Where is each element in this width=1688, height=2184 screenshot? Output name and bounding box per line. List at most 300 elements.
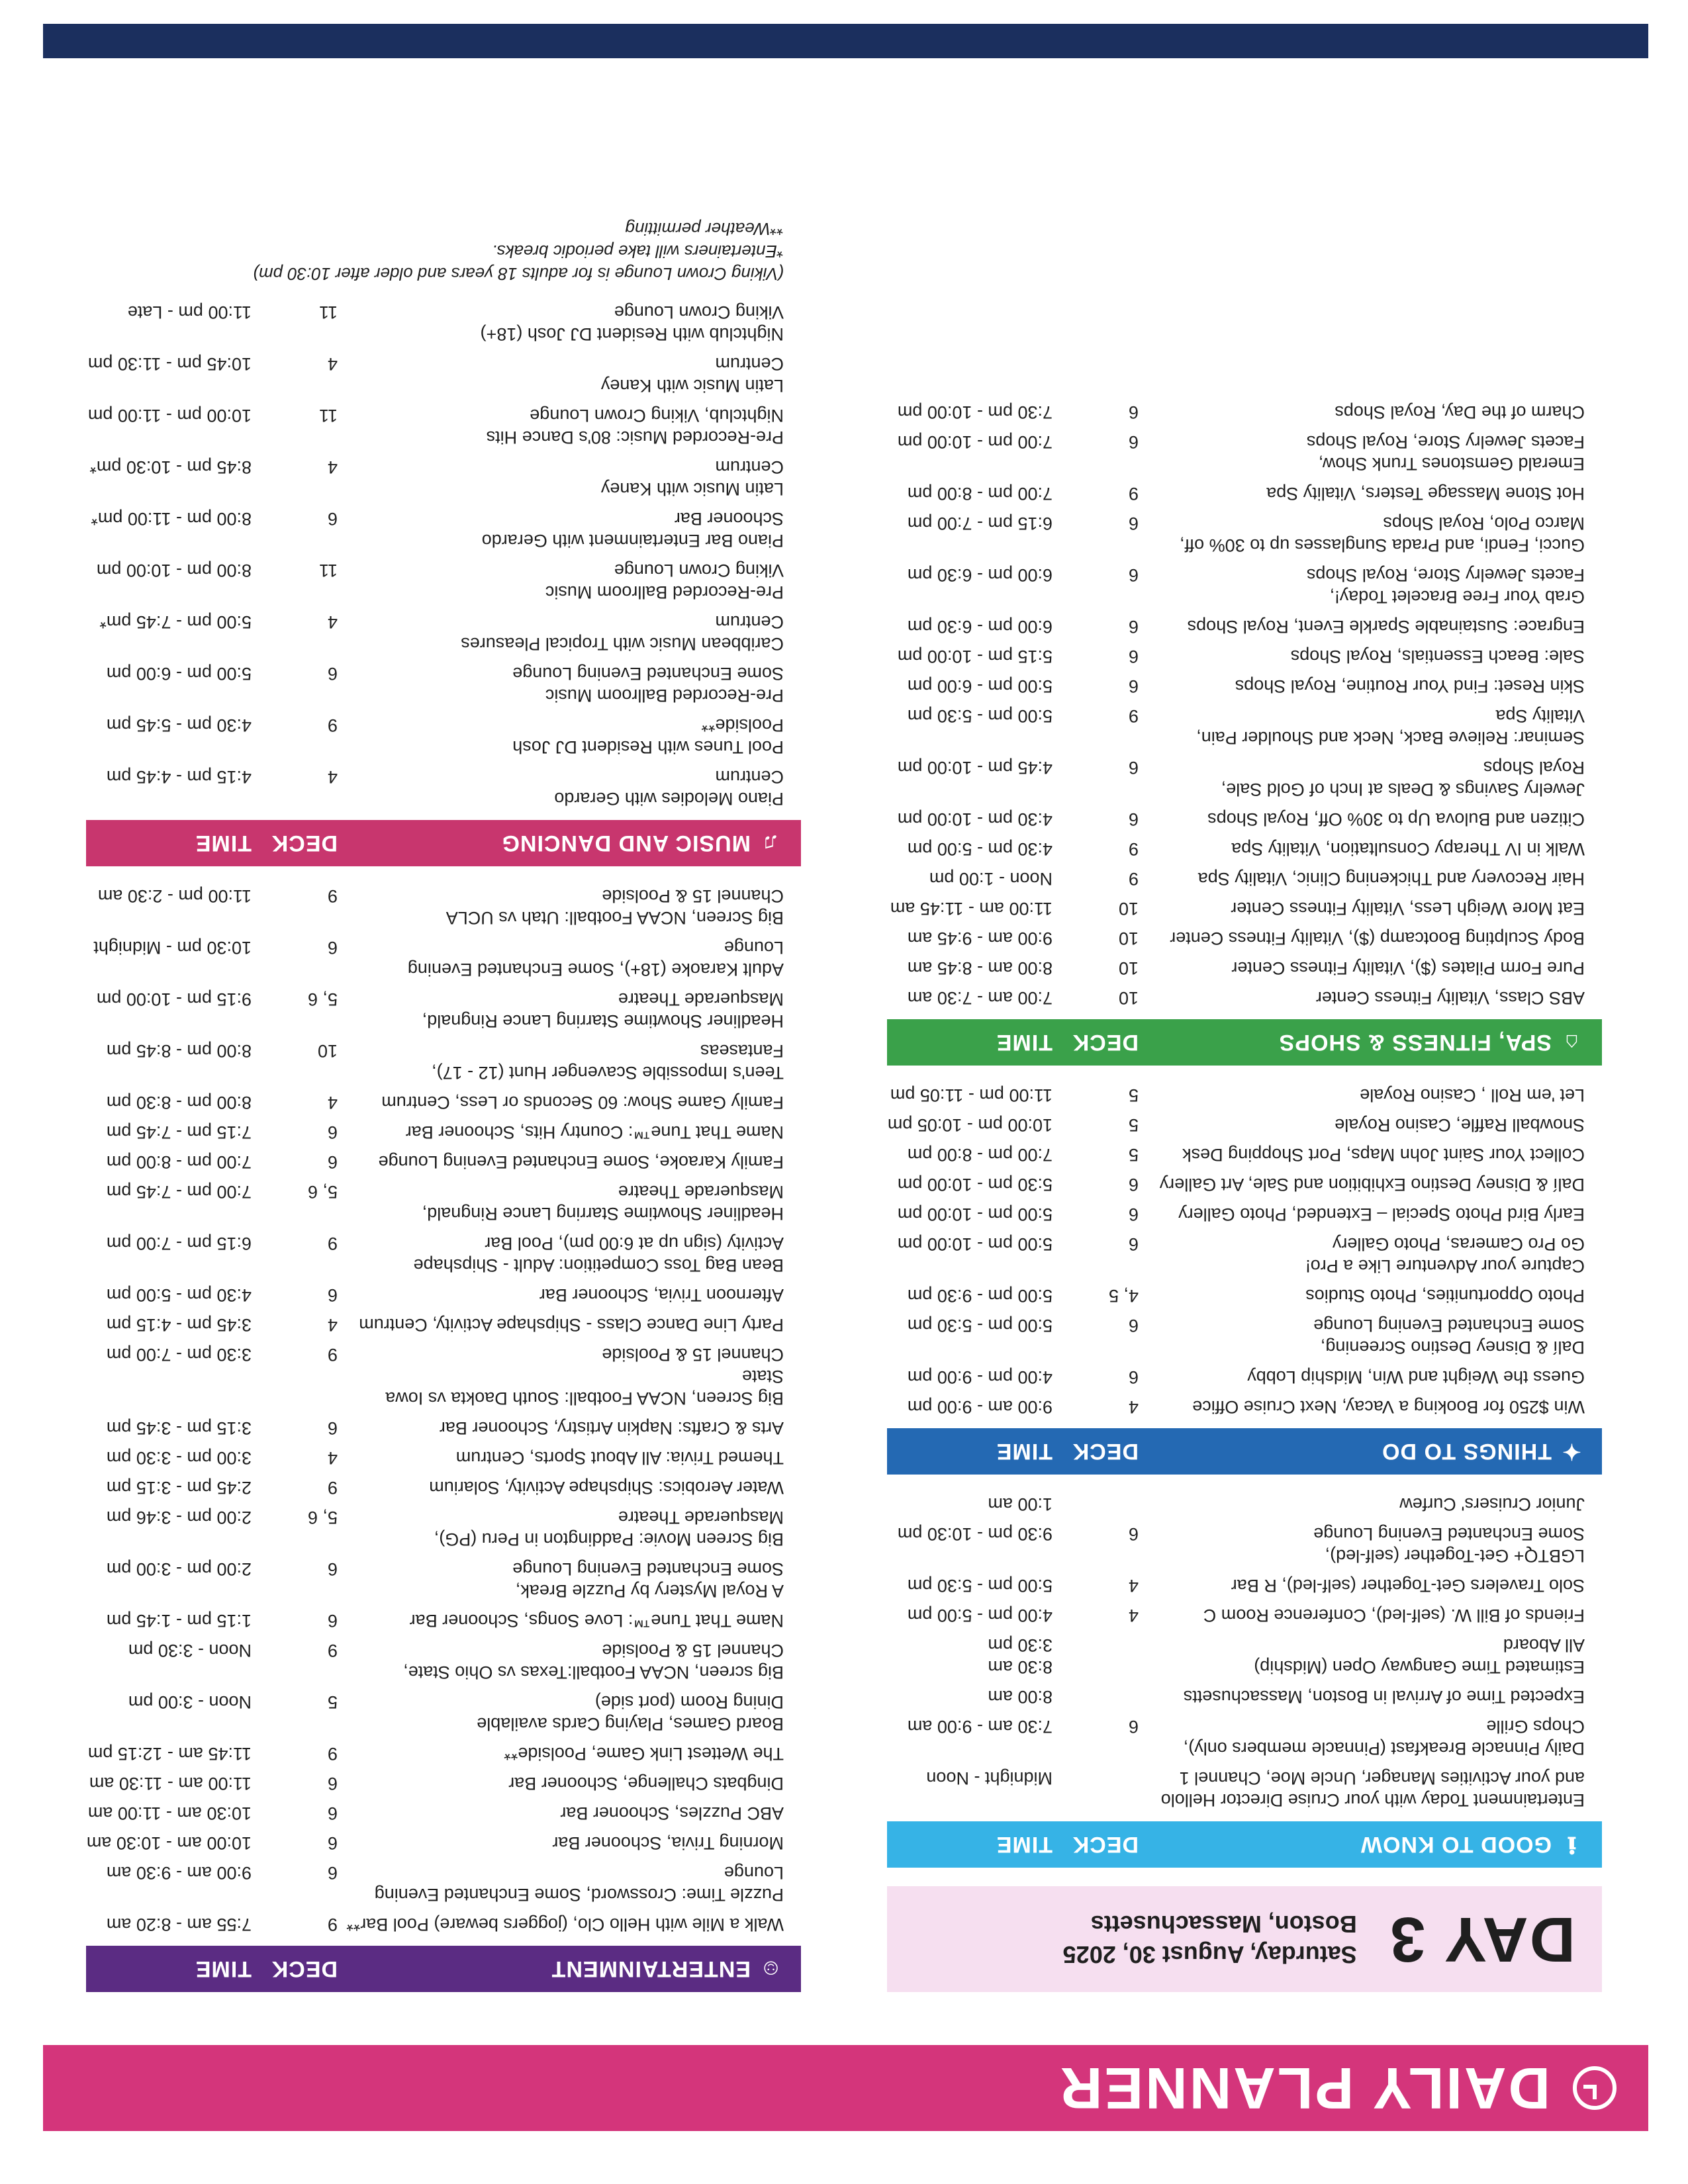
event-time <box>86 1610 252 1631</box>
event-time-line: 5:00 pm - 6:00 pm <box>106 664 252 684</box>
event-name <box>338 1151 801 1173</box>
event-line: Big Screen, NCAA Football: Utah vs UCLA <box>445 908 784 928</box>
event-time-line: 5:30 pm - 10:00 pm <box>897 1175 1053 1195</box>
event-line: Emerald Gemstones Trunk Show, <box>1318 454 1585 474</box>
event-line: Marco Polo, Royal Shops <box>1383 514 1585 533</box>
event-deck: 6 <box>1128 758 1139 778</box>
event-time-line: 7:00 pm - 10:00 pm <box>897 432 1053 452</box>
event-line: Early Bird Photo Special – Extended, Photo Gallery <box>1178 1205 1585 1224</box>
event-name <box>338 988 801 1032</box>
event-deck: 9 <box>327 1478 338 1498</box>
event-line: Guess the Weight and Win, Midship Lobby <box>1247 1367 1585 1387</box>
table-row <box>887 1229 1602 1281</box>
event-line: Walk in IV Therapy Consultation, Vitality Spa <box>1231 839 1585 859</box>
event-line: Pre-Recorded Music: 80's Dance Hits <box>486 428 784 447</box>
event-time-line: 2:00 pm - 3:00 pm <box>106 1559 252 1579</box>
event-time-line: 8:45 pm - 10:30 pm* <box>89 457 252 477</box>
section-title: MUSIC AND DANCING <box>501 831 751 856</box>
event-line: Some Enchanted Evening Lounge <box>512 664 784 684</box>
left-sections <box>887 397 1602 1868</box>
table-row <box>86 1502 801 1554</box>
event-line: Body Sculpting Bootcamp ($), Vitality Fitness Center <box>1170 929 1585 948</box>
event-deck: 9 <box>327 1915 338 1934</box>
event-line: Headliner Showtime Starring Lance Ringnald, <box>422 1011 784 1031</box>
event-name <box>338 508 801 551</box>
event-name <box>1139 1523 1602 1567</box>
table-row <box>86 1768 801 1798</box>
event-deck: 6 <box>1128 432 1139 452</box>
event-deck: 4, 5 <box>1108 1286 1139 1306</box>
table-row <box>86 933 801 984</box>
table-row <box>86 1828 801 1858</box>
event-name <box>1139 401 1602 423</box>
event-time <box>887 431 1053 453</box>
event-deck: 6 <box>1128 1524 1139 1544</box>
event-time-line: 2:45 pm - 3:15 pm <box>106 1478 252 1498</box>
event-time-line: 4:30 pm - 10:00 pm <box>897 809 1053 829</box>
event-time-line: 10:00 am - 10:30 am <box>86 1833 252 1853</box>
sparkle-icon: ✦ <box>1562 1439 1581 1464</box>
event-time <box>86 662 252 684</box>
event-time <box>86 404 252 426</box>
event-time <box>86 1639 252 1661</box>
event-name <box>1139 431 1602 475</box>
event-line: Sale: Beach Essentials, Royal Shops <box>1290 647 1585 666</box>
event-name <box>1139 1203 1602 1225</box>
section-title: THINGS TO DO <box>1382 1439 1552 1465</box>
table-row <box>887 1489 1602 1519</box>
event-time <box>887 1523 1053 1545</box>
event-line: Channel 15 & Poolside <box>602 1641 784 1661</box>
event-name <box>1139 868 1602 889</box>
event-time-line: 6:15 pm - 7:00 pm <box>106 1234 252 1253</box>
event-name <box>1139 512 1602 556</box>
right-sections <box>86 297 801 1992</box>
table-row <box>86 1554 801 1606</box>
footnote-line: **Weather permitting <box>625 219 784 239</box>
event-line: Family Karaoke, Some Enchanted Evening Lounge <box>378 1152 784 1172</box>
event-line: Chops Grille <box>1486 1717 1585 1737</box>
event-time-line: 8:00 pm - 11:00 pm* <box>91 509 252 529</box>
event-name <box>1139 897 1602 919</box>
section-header <box>887 1428 1602 1475</box>
event-line: Eat More Weigh Less, Vitality Fitness Center <box>1231 899 1585 919</box>
event-time-line: 5:00 pm - 6:00 pm <box>907 676 1053 696</box>
table-row <box>887 612 1602 641</box>
event-line: Centrum <box>715 767 784 787</box>
event-line: Channel 15 & Poolside <box>602 1345 784 1365</box>
table-row <box>86 607 801 659</box>
event-deck: 6 <box>327 1285 338 1305</box>
event-deck: 4 <box>327 354 338 374</box>
event-line: Entertainment Today with your Cruise Director Hellolo <box>1160 1790 1585 1810</box>
info-icon: ℹ <box>1567 1832 1576 1857</box>
event-line: Centrum <box>715 612 784 632</box>
event-time <box>86 353 252 375</box>
event-name <box>338 662 801 706</box>
event-name <box>1139 1574 1602 1596</box>
event-time-line: 7:00 pm - 8:00 pm <box>907 1145 1053 1165</box>
event-time <box>887 838 1053 860</box>
table-row <box>887 1392 1602 1422</box>
event-deck: 6 <box>327 1863 338 1883</box>
table-row <box>86 659 801 710</box>
event-name <box>1139 482 1602 504</box>
event-name <box>338 1232 801 1276</box>
event-deck: 11 <box>318 561 338 580</box>
event-time <box>887 1574 1053 1596</box>
table-row <box>887 1140 1602 1169</box>
event-name <box>1139 645 1602 667</box>
event-name <box>1139 1767 1602 1811</box>
event-name <box>1139 1084 1602 1106</box>
event-time <box>86 508 252 529</box>
deck-column-label: DECK <box>1072 1832 1139 1858</box>
event-name <box>1139 1715 1602 1759</box>
event-time-line: 9:00 am - 9:30 am <box>106 1863 252 1883</box>
event-line: Dalí & Disney Destino Screening, <box>1320 1338 1585 1357</box>
event-line: Viking Crown Lounge <box>614 561 784 580</box>
event-name <box>1139 1634 1602 1678</box>
event-name <box>338 1506 801 1550</box>
event-deck: 6 <box>327 1559 338 1579</box>
event-name <box>1139 1173 1602 1195</box>
event-time <box>887 1203 1053 1225</box>
event-name <box>1139 1396 1602 1418</box>
event-deck: 5 <box>1128 1115 1139 1135</box>
table-row <box>887 1362 1602 1392</box>
section-header <box>86 820 801 866</box>
event-deck: 9 <box>1128 839 1139 859</box>
event-line: Estimated Time Gangway Open (Midship) <box>1254 1657 1585 1677</box>
event-name <box>1139 957 1602 979</box>
event-line: Water Aerobics: Shipshape Activity, Solarium <box>429 1478 784 1498</box>
table-row <box>887 1763 1602 1815</box>
event-line: Some Enchanted Evening Lounge <box>512 1559 784 1579</box>
event-line: Centrum <box>715 354 784 374</box>
event-line: Vitality Spa <box>1495 706 1585 726</box>
event-line: Family Game Show: 60 Seconds or Less, Centrum <box>381 1093 784 1113</box>
table-row <box>887 1630 1602 1682</box>
event-line: and your Activities Manager, Uncle Moe, Channel 1 <box>1179 1768 1585 1788</box>
event-deck: 9 <box>1128 706 1139 726</box>
table-row <box>887 701 1602 752</box>
event-deck: 5 <box>327 1692 338 1712</box>
event-name <box>1139 705 1602 749</box>
time-column-label: TIME <box>996 1030 1053 1056</box>
event-time-line: 1:15 pm - 1:45 pm <box>106 1611 252 1631</box>
event-time <box>86 1913 252 1935</box>
table-row <box>86 1087 801 1117</box>
event-line: Pool Tunes with Resident DJ Josh <box>512 737 784 757</box>
event-time <box>86 1232 252 1254</box>
event-line: Daily Pinnacle Breakfast (Pinnacle members only), <box>1183 1739 1585 1758</box>
event-time <box>887 645 1053 667</box>
event-time-line: 10:45 pm - 11:30 pm <box>87 354 252 374</box>
table-row <box>86 1413 801 1443</box>
planner-title: DAILY PLANNER <box>1058 2056 1550 2121</box>
event-time <box>86 611 252 633</box>
event-time <box>887 1314 1053 1336</box>
table-row <box>887 508 1602 560</box>
event-name <box>1139 1233 1602 1277</box>
event-line: Charm of the Day, Royal Shops <box>1335 402 1585 422</box>
table-row <box>86 984 801 1036</box>
event-name <box>1139 987 1602 1009</box>
table-row <box>86 1473 801 1502</box>
table-row <box>887 641 1602 671</box>
event-line: ABC Puzzles, Schooner Bar <box>560 1803 784 1823</box>
time-column-label: TIME <box>996 1832 1053 1858</box>
event-time <box>887 1285 1053 1306</box>
event-name <box>338 1091 801 1113</box>
event-name <box>338 1181 801 1224</box>
event-time <box>887 1767 1053 1789</box>
event-time <box>887 1715 1053 1737</box>
event-time <box>86 1477 252 1498</box>
event-deck: 4 <box>327 612 338 632</box>
event-line: Name That Tune™: Country Hits, Schooner Bar <box>405 1122 784 1142</box>
table-row <box>887 1080 1602 1110</box>
event-time-line: 7:00 pm - 8:00 pm <box>907 484 1053 504</box>
event-deck: 4 <box>327 1448 338 1468</box>
event-name <box>338 1314 801 1336</box>
event-line: Hair Recovery and Thickening Clinic, Vitality Spa <box>1197 869 1585 889</box>
table-row <box>86 349 801 400</box>
event-line: Capture your Adventure Like a Pro! <box>1305 1256 1585 1276</box>
table-row <box>86 1606 801 1635</box>
event-deck: 10 <box>1118 899 1139 919</box>
event-line: Piano Melodies with Gerardo <box>554 789 784 809</box>
table-row <box>887 864 1602 893</box>
footnote-line: (Viking Crown Lounge is for adults 18 years and older after 10:30 pm) <box>253 264 784 284</box>
table-row <box>86 1147 801 1177</box>
event-time-line: 4:30 pm - 5:45 pm <box>106 715 252 735</box>
event-deck: 9 <box>327 886 338 906</box>
time-column-label: TIME <box>195 1956 252 1982</box>
event-name <box>338 1691 801 1735</box>
event-line: Headliner Showtime Starring Lance Ringnald, <box>422 1204 784 1224</box>
event-line: Centrum <box>715 457 784 477</box>
event-name <box>338 1862 801 1905</box>
event-deck: 6 <box>1128 647 1139 666</box>
event-name <box>338 766 801 809</box>
table-row <box>86 1909 801 1939</box>
event-deck: 4 <box>1128 1606 1139 1625</box>
table-row <box>86 1310 801 1340</box>
event-deck: 6 <box>1128 402 1139 422</box>
event-name <box>1139 808 1602 830</box>
event-deck: 9 <box>1128 869 1139 889</box>
event-name <box>1139 1144 1602 1165</box>
event-line: Masquerade Theatre <box>618 1508 784 1527</box>
event-time-line: 10:00 pm - 10:05 pm <box>887 1115 1053 1135</box>
event-time-line: 1:00 am <box>988 1494 1053 1514</box>
event-time-line: 11:00 pm - 2:30 am <box>97 886 252 906</box>
table-row <box>86 1340 801 1413</box>
event-time-line: 9:15 pm - 10:00 pm <box>96 989 252 1009</box>
event-time-line: 7:00 pm - 8:00 pm <box>106 1152 252 1172</box>
event-line: Bean Bag Toss Competition: Adult - Shipshape <box>413 1255 784 1275</box>
event-time <box>86 1802 252 1824</box>
bag-icon: ⌂ <box>1564 1030 1579 1056</box>
event-time-line: 5:00 pm - 5:30 pm <box>907 1316 1053 1336</box>
event-line: Themed Trivia: All About Sports, Centrum <box>455 1448 784 1468</box>
table-row <box>887 397 1602 427</box>
event-time-line: 5:15 pm - 10:00 pm <box>897 647 1053 666</box>
event-time-line: 3:30 pm - 7:00 pm <box>106 1345 252 1365</box>
event-name <box>1139 927 1602 949</box>
event-time-line: 5:00 pm - 5:30 pm <box>907 1576 1053 1596</box>
event-deck: 6 <box>327 1152 338 1172</box>
section-title: ENTERTAINMENT <box>551 1956 751 1982</box>
event-time <box>887 1634 1053 1678</box>
event-time-line: 5:00 pm - 10:00 pm <box>897 1205 1053 1224</box>
event-line: Morning Trivia, Schooner Bar <box>552 1833 784 1853</box>
event-time <box>887 1233 1053 1255</box>
event-line: Friends of Bill W. (self-led), Conference Room C <box>1203 1606 1585 1625</box>
event-deck: 6 <box>1128 1205 1139 1224</box>
event-line: Citizen and Bulova Up to 30% Off, Royal Shops <box>1207 809 1585 829</box>
event-line: Engrace: Sustainable Sparkle Event, Royal Shops <box>1187 617 1585 637</box>
table-row <box>887 923 1602 953</box>
event-deck: 6 <box>1128 514 1139 533</box>
event-time-line: 6:00 pm - 6:30 pm <box>907 617 1053 637</box>
event-line: Latin Music with Kaney <box>600 376 784 396</box>
event-line: Win $250 for Booking a Vacay, Next Cruise Office <box>1192 1397 1585 1417</box>
table-row <box>887 983 1602 1013</box>
event-deck: 10 <box>1118 929 1139 948</box>
table-row <box>86 1280 801 1310</box>
event-time <box>86 301 252 323</box>
event-name <box>338 1447 801 1469</box>
event-line: Let 'em Roll , Casino Royale <box>1360 1085 1585 1105</box>
event-line: Big Screen Movie: Paddington in Peru (PG), <box>434 1529 784 1549</box>
event-name <box>338 885 801 929</box>
event-name <box>1139 1604 1602 1626</box>
event-deck: 4 <box>327 767 338 787</box>
event-deck: 6 <box>327 1774 338 1794</box>
event-time <box>86 1772 252 1794</box>
table-row <box>887 427 1602 478</box>
event-name <box>338 1610 801 1631</box>
event-line: Name That Tune™: Love Songs, Schooner Bar <box>409 1611 784 1631</box>
event-deck: 9 <box>327 1744 338 1764</box>
event-time <box>86 1091 252 1113</box>
event-line: Puzzle Time: Crossword, Some Enchanted Evening Lounge <box>374 1863 784 1905</box>
table-row <box>887 953 1602 983</box>
event-deck: 6 <box>327 1611 338 1631</box>
event-name <box>338 353 801 396</box>
event-time <box>887 1686 1053 1707</box>
section-header <box>887 1019 1602 1066</box>
event-time <box>86 1447 252 1469</box>
event-time <box>887 868 1053 889</box>
event-time-line: Noon - 3:30 pm <box>128 1641 252 1661</box>
event-deck: 11 <box>318 406 338 426</box>
event-time <box>887 1366 1053 1388</box>
event-time-line: 11:00 am - 11:45 am <box>890 899 1053 919</box>
event-time <box>887 512 1053 534</box>
event-deck: 4 <box>327 457 338 477</box>
event-line: A Royal Mystery by Puzzle Break, <box>515 1581 784 1601</box>
event-name <box>1139 1366 1602 1388</box>
event-name <box>338 1772 801 1794</box>
event-time <box>86 714 252 736</box>
event-time-line: 8:00 pm - 8:30 pm <box>106 1093 252 1113</box>
table-row <box>887 671 1602 701</box>
event-deck: 10 <box>317 1041 338 1061</box>
event-deck: 5, 6 <box>307 1182 338 1202</box>
event-time <box>86 1181 252 1203</box>
event-name <box>338 559 801 603</box>
event-time <box>887 1173 1053 1195</box>
event-name <box>1139 564 1602 608</box>
event-line: Pre-Recorded Ballroom Music <box>545 686 784 705</box>
event-deck: 4 <box>1128 1576 1139 1596</box>
mask-icon: ☺ <box>759 1956 782 1982</box>
table-row <box>86 1117 801 1147</box>
event-time-line: 4:00 pm - 5:00 pm <box>907 1606 1053 1625</box>
event-line: Masquerade Theatre <box>618 989 784 1009</box>
event-line: Poolside** <box>701 715 784 735</box>
event-deck: 10 <box>1118 988 1139 1008</box>
left-column <box>887 397 1602 1992</box>
event-name <box>338 1040 801 1083</box>
event-deck: 9 <box>327 1641 338 1661</box>
table-row <box>86 1228 801 1280</box>
event-time <box>887 401 1053 423</box>
section-title: GOOD TO KNOW <box>1360 1832 1552 1858</box>
event-line: Go Pro Cameras, Photo Gallery <box>1332 1234 1585 1254</box>
event-time <box>887 482 1053 504</box>
event-deck: 11 <box>318 302 338 322</box>
event-time-line: 11:00 am - 11:30 am <box>89 1774 252 1794</box>
deck-column-label: DECK <box>271 1956 338 1982</box>
table-row <box>887 1310 1602 1362</box>
deck-column-label: DECK <box>1072 1030 1139 1056</box>
event-time <box>887 705 1053 727</box>
footer-band <box>43 24 1648 58</box>
event-time <box>887 1084 1053 1106</box>
event-line: Nightclub, Viking Crown Lounge <box>530 406 784 426</box>
table-row <box>887 834 1602 864</box>
event-time-line: Noon - 1:00 pm <box>929 869 1053 889</box>
table-row <box>86 881 801 933</box>
table-row <box>887 804 1602 834</box>
event-name <box>338 301 801 345</box>
event-time <box>86 1284 252 1306</box>
event-deck: 5 <box>1128 1145 1139 1165</box>
event-name <box>338 1558 801 1602</box>
table-row <box>86 297 801 349</box>
event-time-line: 10:30 pm - Midnight <box>93 938 252 958</box>
event-time-line: 3:15 pm - 3:45 pm <box>106 1418 252 1438</box>
event-name <box>1139 1285 1602 1306</box>
event-time <box>887 675 1053 697</box>
event-line: Dingbats Challenge, Schooner Bar <box>508 1774 784 1794</box>
event-line: All Aboard <box>1503 1635 1585 1655</box>
event-time-line: 9:00 am - 9:45 am <box>907 929 1053 948</box>
event-line: The Wettest Link Game, Poolside** <box>504 1744 784 1764</box>
event-time-line: 9:00 am - 9:00 pm <box>907 1397 1053 1417</box>
event-time <box>86 1040 252 1062</box>
event-name <box>338 1802 801 1824</box>
event-time <box>86 1343 252 1365</box>
table-row <box>86 1798 801 1828</box>
event-time <box>887 1144 1053 1165</box>
event-time-line: 7:55 am - 8:20 am <box>106 1915 252 1934</box>
